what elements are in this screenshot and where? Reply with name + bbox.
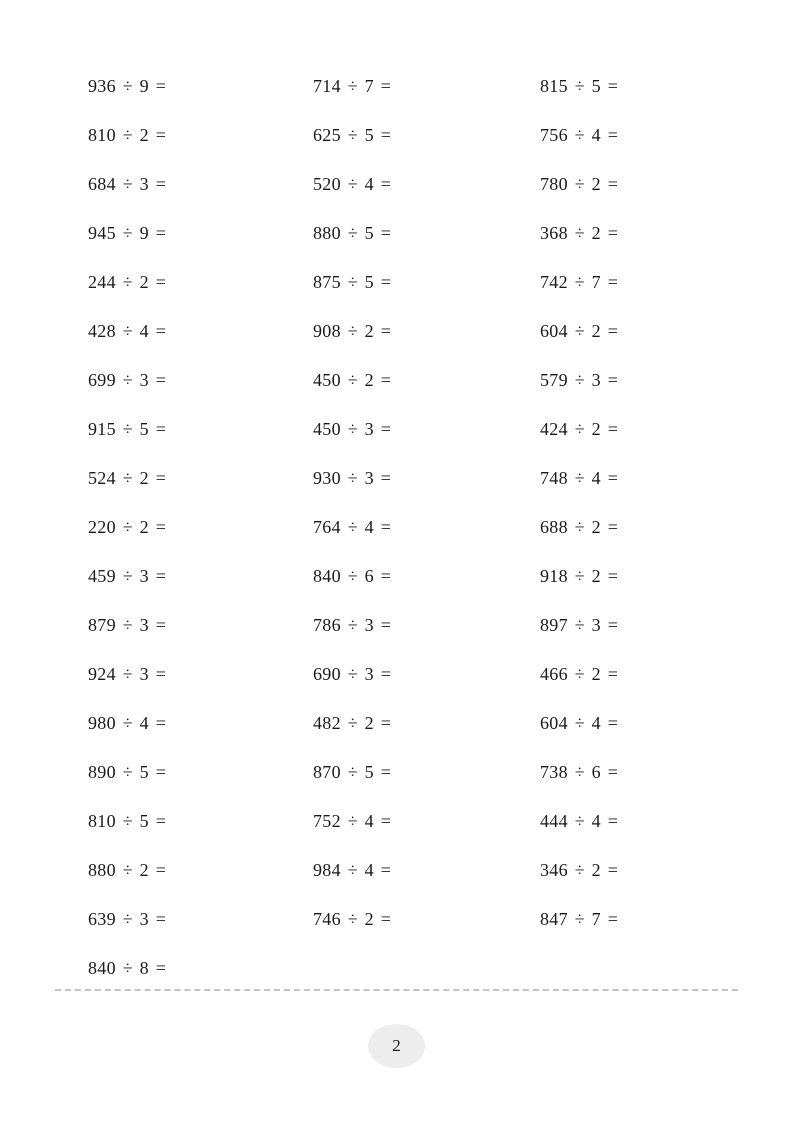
division-problem: 604 ÷ 4 = (540, 713, 619, 733)
division-problem: 840 ÷ 8 = (88, 958, 167, 978)
division-problem: 520 ÷ 4 = (313, 174, 392, 194)
division-problem: 810 ÷ 5 = (88, 811, 167, 831)
division-problem: 450 ÷ 2 = (313, 370, 392, 390)
division-problem: 444 ÷ 4 = (540, 811, 619, 831)
page-number: 2 (392, 1036, 401, 1055)
division-problem: 746 ÷ 2 = (313, 909, 392, 929)
division-problem: 980 ÷ 4 = (88, 713, 167, 733)
division-problem: 756 ÷ 4 = (540, 125, 619, 145)
division-problem: 482 ÷ 2 = (313, 713, 392, 733)
division-problem: 748 ÷ 4 = (540, 468, 619, 488)
division-problem: 524 ÷ 2 = (88, 468, 167, 488)
division-problem: 684 ÷ 3 = (88, 174, 167, 194)
division-problem: 690 ÷ 3 = (313, 664, 392, 684)
division-problem: 840 ÷ 6 = (313, 566, 392, 586)
division-problem: 815 ÷ 5 = (540, 76, 619, 96)
division-problem: 780 ÷ 2 = (540, 174, 619, 194)
division-problem: 897 ÷ 3 = (540, 615, 619, 635)
page-number-badge (368, 1024, 425, 1068)
division-problem: 847 ÷ 7 = (540, 909, 619, 929)
division-problem: 752 ÷ 4 = (313, 811, 392, 831)
division-problem: 880 ÷ 2 = (88, 860, 167, 880)
division-problem: 604 ÷ 2 = (540, 321, 619, 341)
division-problem: 466 ÷ 2 = (540, 664, 619, 684)
division-problem: 936 ÷ 9 = (88, 76, 167, 96)
division-problem: 810 ÷ 2 = (88, 125, 167, 145)
division-problem: 915 ÷ 5 = (88, 419, 167, 439)
division-problem: 875 ÷ 5 = (313, 272, 392, 292)
division-problem: 924 ÷ 3 = (88, 664, 167, 684)
division-problem: 244 ÷ 2 = (88, 272, 167, 292)
division-problem: 579 ÷ 3 = (540, 370, 619, 390)
division-problem: 428 ÷ 4 = (88, 321, 167, 341)
division-problem: 699 ÷ 3 = (88, 370, 167, 390)
division-problem: 930 ÷ 3 = (313, 468, 392, 488)
dashed-divider (55, 989, 738, 991)
division-problem: 639 ÷ 3 = (88, 909, 167, 929)
division-problem: 738 ÷ 6 = (540, 762, 619, 782)
division-problem: 742 ÷ 7 = (540, 272, 619, 292)
problems-grid (88, 62, 728, 993)
division-problem: 625 ÷ 5 = (313, 125, 392, 145)
division-problem: 945 ÷ 9 = (88, 223, 167, 243)
division-problem: 714 ÷ 7 = (313, 76, 392, 96)
division-problem: 890 ÷ 5 = (88, 762, 167, 782)
division-problem: 220 ÷ 2 = (88, 517, 167, 537)
division-problem: 450 ÷ 3 = (313, 419, 392, 439)
division-problem: 346 ÷ 2 = (540, 860, 619, 880)
division-problem: 764 ÷ 4 = (313, 517, 392, 537)
division-problem: 368 ÷ 2 = (540, 223, 619, 243)
division-problem: 879 ÷ 3 = (88, 615, 167, 635)
division-problem: 984 ÷ 4 = (313, 860, 392, 880)
division-problem: 870 ÷ 5 = (313, 762, 392, 782)
division-problem: 908 ÷ 2 = (313, 321, 392, 341)
division-problem: 918 ÷ 2 = (540, 566, 619, 586)
division-problem: 880 ÷ 5 = (313, 223, 392, 243)
division-problem: 424 ÷ 2 = (540, 419, 619, 439)
division-problem: 786 ÷ 3 = (313, 615, 392, 635)
division-problem: 459 ÷ 3 = (88, 566, 167, 586)
division-problem: 688 ÷ 2 = (540, 517, 619, 537)
